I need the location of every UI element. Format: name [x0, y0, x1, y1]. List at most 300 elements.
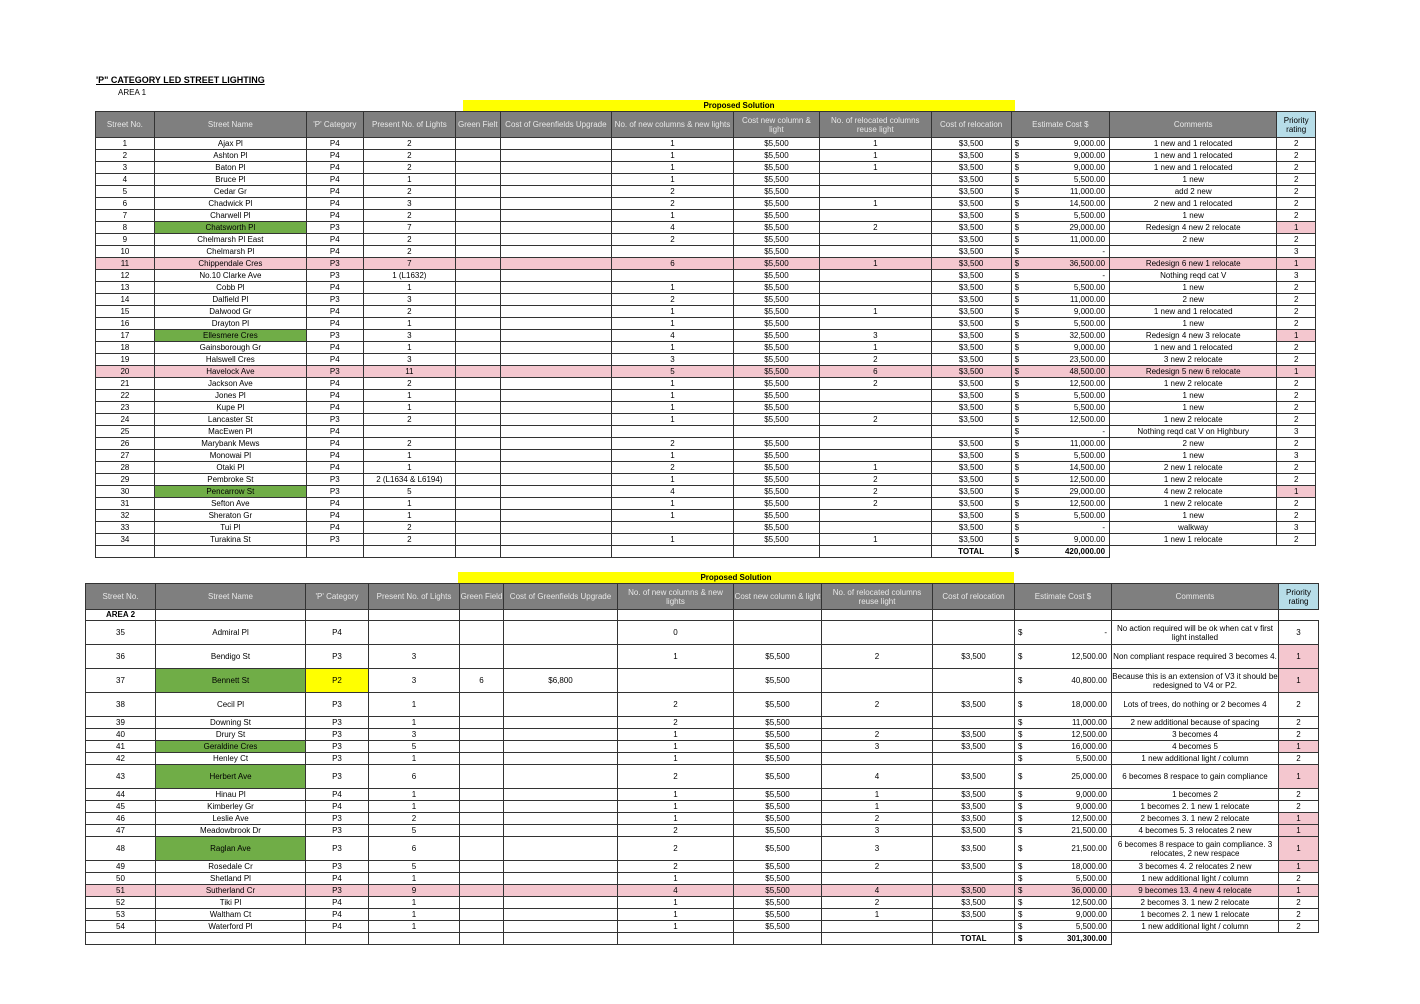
cell-cost-relocation: $3,500 — [933, 909, 1015, 921]
cell-green-field — [460, 837, 504, 861]
cell-priority-rating: 1 — [1279, 825, 1319, 837]
cell-greenfields-cost — [504, 813, 618, 825]
cell-street-no: 32 — [96, 510, 155, 522]
estimate-value: 12,500.00 — [1069, 414, 1106, 424]
cell-greenfields-cost — [504, 897, 618, 909]
cell-green-field — [460, 861, 504, 873]
cell-street-name: Hinau Pl — [156, 789, 306, 801]
estimate-value: 5,500.00 — [1073, 450, 1106, 460]
cell-cost-relocation: $3,500 — [931, 366, 1011, 378]
cell-greenfields-cost — [500, 486, 612, 498]
cell-present-lights: 1 — [369, 921, 460, 933]
cell-relocated-columns: 2 — [822, 645, 933, 669]
cell-new-columns: 0 — [618, 621, 734, 645]
cell-p-category: P4 — [306, 186, 363, 198]
estimate-value: - — [1102, 522, 1106, 532]
cell-new-columns — [618, 669, 734, 693]
cell-relocated-columns — [820, 402, 932, 414]
cell-street-no: 2 — [96, 150, 155, 162]
cell-street-name: Pencarrow St — [154, 486, 306, 498]
estimate-value: 5,500.00 — [1073, 210, 1106, 220]
cell-relocated-columns: 2 — [822, 729, 933, 741]
cell-p-category: P4 — [306, 402, 363, 414]
cell-greenfields-cost — [504, 729, 618, 741]
cell-present-lights — [363, 426, 455, 438]
cell-present-lights: 1 — [369, 693, 460, 717]
cell-street-name: Chelmarsh Pl East — [154, 234, 306, 246]
dollar-sign: $ — [1014, 366, 1020, 376]
cell-cost-new-column: $5,500 — [734, 765, 822, 789]
cell-p-category: P3 — [306, 825, 369, 837]
dollar-sign: $ — [1014, 342, 1020, 352]
cell-greenfields-cost — [500, 354, 612, 366]
cell-green-field — [455, 258, 500, 270]
cell-present-lights: 2 — [363, 234, 455, 246]
cell-priority-rating: 2 — [1279, 921, 1319, 933]
cell-present-lights: 2 (L1634 & L6194) — [363, 474, 455, 486]
cell-greenfields-cost — [504, 837, 618, 861]
cell-present-lights: 2 — [363, 138, 455, 150]
cell-greenfields-cost — [504, 645, 618, 669]
cell-street-no: 33 — [96, 522, 155, 534]
empty-cell — [820, 546, 932, 558]
cell-street-name: Meadowbrook Dr — [156, 825, 306, 837]
dollar-sign: $ — [1014, 402, 1020, 412]
cell-cost-new-column: $5,500 — [733, 498, 819, 510]
cell-street-no: 47 — [86, 825, 156, 837]
estimate-value: 5,500.00 — [1073, 510, 1106, 520]
cell-street-no: 19 — [96, 354, 155, 366]
cell-present-lights: 2 — [363, 246, 455, 258]
estimate-value: 40,800.00 — [1071, 675, 1107, 685]
dollar-sign: $ — [1018, 909, 1023, 919]
cell-street-no: 53 — [86, 909, 156, 921]
cell-comments: 2 new — [1110, 294, 1277, 306]
cell-new-columns: 1 — [612, 450, 734, 462]
cell-greenfields-cost — [504, 621, 618, 645]
cell-estimate-cost — [1011, 150, 1109, 162]
cell-green-field — [460, 717, 504, 729]
cell-cost-relocation: $3,500 — [931, 210, 1011, 222]
cell-p-category: P3 — [306, 885, 369, 897]
cell-green-field — [455, 498, 500, 510]
empty-cell — [734, 933, 822, 945]
cell-green-field — [455, 246, 500, 258]
cell-cost-relocation: $3,500 — [931, 378, 1011, 390]
cell-present-lights: 2 — [363, 534, 455, 546]
cell-estimate-cost — [1015, 873, 1112, 885]
cell-priority-rating: 3 — [1277, 270, 1316, 282]
table-row — [86, 885, 1319, 897]
estimate-value: 12,500.00 — [1071, 651, 1107, 661]
cell-street-name: Drayton Pl — [154, 318, 306, 330]
cell-greenfields-cost — [500, 450, 612, 462]
cell-street-name: Raglan Ave — [156, 837, 306, 861]
cell-estimate-cost — [1011, 270, 1109, 282]
cell-priority-rating: 2 — [1277, 186, 1316, 198]
cell-present-lights: 1 — [369, 909, 460, 921]
cell-present-lights: 1 — [363, 462, 455, 474]
header-new-columns: No. of new columns & new lights — [612, 112, 734, 138]
cell-p-category: P3 — [306, 486, 363, 498]
cell-cost-new-column: $5,500 — [734, 897, 822, 909]
cell-street-no: 9 — [96, 234, 155, 246]
cell-present-lights: 2 — [363, 210, 455, 222]
cell-priority-rating: 2 — [1277, 138, 1316, 150]
cell-street-no: 44 — [86, 789, 156, 801]
cell-street-no: 5 — [96, 186, 155, 198]
cell-new-columns: 1 — [612, 282, 734, 294]
table-row — [96, 402, 1316, 414]
header-new-columns: No. of new columns & new lights — [618, 584, 734, 610]
cell-present-lights: 2 — [363, 186, 455, 198]
cell-street-no: 38 — [86, 693, 156, 717]
cell-cost-new-column: $5,500 — [734, 885, 822, 897]
cell-cost-new-column: $5,500 — [733, 450, 819, 462]
cell-estimate-cost — [1011, 366, 1109, 378]
cell-priority-rating: 2 — [1277, 534, 1316, 546]
total-amount: 301,300.00 — [1066, 933, 1107, 943]
cell-cost-relocation: $3,500 — [931, 354, 1011, 366]
cell-greenfields-cost — [500, 522, 612, 534]
cell-present-lights: 1 — [369, 789, 460, 801]
cell-comments: Redesign 4 new 2 relocate — [1110, 222, 1277, 234]
cell-street-name: Lancaster St — [154, 414, 306, 426]
cell-priority-rating: 1 — [1277, 222, 1316, 234]
cell-cost-relocation: $3,500 — [931, 138, 1011, 150]
cell-street-name: Sutherland Cr — [156, 885, 306, 897]
cell-comments: 6 becomes 8 respace to gain compliance — [1112, 765, 1279, 789]
table-row — [96, 210, 1316, 222]
cell-street-no: 41 — [86, 741, 156, 753]
cell-street-name: Chippendale Cres — [154, 258, 306, 270]
cell-cost-new-column: $5,500 — [733, 354, 819, 366]
cell-relocated-columns — [822, 921, 933, 933]
cell-new-columns: 2 — [618, 717, 734, 729]
cell-relocated-columns — [820, 234, 932, 246]
cell-comments: 2 new — [1110, 438, 1277, 450]
cell-comments: 2 new additional because of spacing — [1112, 717, 1279, 729]
cell-relocated-columns — [822, 753, 933, 765]
empty-cell — [822, 933, 933, 945]
cell-priority-rating: 2 — [1279, 873, 1319, 885]
cell-relocated-columns: 2 — [822, 813, 933, 825]
dollar-sign: $ — [1018, 771, 1023, 781]
cell-street-no: 10 — [96, 246, 155, 258]
cell-present-lights: 5 — [369, 825, 460, 837]
cell-green-field — [455, 510, 500, 522]
cell-new-columns: 2 — [612, 186, 734, 198]
total-value — [1015, 933, 1112, 945]
table-row — [96, 330, 1316, 342]
cell-present-lights: 1 — [369, 753, 460, 765]
dollar-sign: $ — [1014, 210, 1020, 220]
cell-relocated-columns — [822, 873, 933, 885]
cell-cost-new-column: $5,500 — [734, 873, 822, 885]
cell-cost-relocation: $3,500 — [931, 282, 1011, 294]
dollar-sign: $ — [1014, 510, 1020, 520]
cell-greenfields-cost — [500, 414, 612, 426]
cell-new-columns: 1 — [612, 318, 734, 330]
cell-street-name: Cecil Pl — [156, 693, 306, 717]
cell-greenfields-cost — [500, 390, 612, 402]
cell-greenfields-cost — [500, 378, 612, 390]
cell-p-category: P3 — [306, 813, 369, 825]
dollar-sign: $ — [1014, 378, 1020, 388]
header-street-no: Street No. — [96, 112, 155, 138]
cell-cost-new-column: $5,500 — [733, 198, 819, 210]
table-row — [86, 621, 1319, 645]
cell-priority-rating: 2 — [1277, 414, 1316, 426]
cell-p-category: P4 — [306, 246, 363, 258]
cell-priority-rating: 1 — [1279, 861, 1319, 873]
dollar-sign: $ — [1014, 438, 1020, 448]
cell-estimate-cost — [1011, 222, 1109, 234]
cell-present-lights: 3 — [369, 645, 460, 669]
cell-greenfields-cost — [500, 342, 612, 354]
cell-relocated-columns: 1 — [822, 789, 933, 801]
estimate-value: 9,000.00 — [1073, 162, 1106, 172]
cell-priority-rating: 3 — [1277, 246, 1316, 258]
dollar-sign: $ — [1014, 522, 1020, 532]
cell-street-name: Marybank Mews — [154, 438, 306, 450]
cell-estimate-cost — [1011, 378, 1109, 390]
cell-estimate-cost — [1011, 282, 1109, 294]
dollar-sign: $ — [1014, 354, 1020, 364]
cell-street-no: 3 — [96, 162, 155, 174]
cell-relocated-columns — [820, 390, 932, 402]
cell-cost-relocation: $3,500 — [931, 222, 1011, 234]
cell-greenfields-cost — [500, 330, 612, 342]
estimate-value: 5,500.00 — [1073, 282, 1106, 292]
cell-comments: 1 new — [1110, 402, 1277, 414]
dollar-sign: $ — [1014, 234, 1020, 244]
cell-relocated-columns — [820, 522, 932, 534]
cell-green-field — [455, 342, 500, 354]
cell-comments: 1 new — [1110, 450, 1277, 462]
cell-priority-rating: 1 — [1277, 258, 1316, 270]
cell-cost-new-column: $5,500 — [733, 510, 819, 522]
cell-present-lights: 2 — [363, 522, 455, 534]
cell-cost-new-column: $5,500 — [733, 150, 819, 162]
cell-comments: No action required will be ok when cat v first light installed — [1112, 621, 1279, 645]
estimate-value: 5,500.00 — [1075, 873, 1107, 883]
cell-greenfields-cost — [500, 534, 612, 546]
cell-present-lights: 3 — [363, 294, 455, 306]
cell-estimate-cost — [1011, 138, 1109, 150]
cell-priority-rating: 2 — [1277, 210, 1316, 222]
table-row — [96, 354, 1316, 366]
cell-relocated-columns — [820, 174, 932, 186]
cell-estimate-cost — [1011, 462, 1109, 474]
cell-cost-new-column: $5,500 — [733, 270, 819, 282]
cell-comments: 1 new and 1 relocated — [1110, 342, 1277, 354]
dollar-sign: $ — [1018, 741, 1023, 751]
cell-present-lights: 2 — [363, 306, 455, 318]
cell-green-field — [455, 450, 500, 462]
cell-new-columns: 1 — [612, 414, 734, 426]
cell-priority-rating: 2 — [1279, 789, 1319, 801]
cell-greenfields-cost — [500, 270, 612, 282]
table-row — [86, 897, 1319, 909]
cell-new-columns — [612, 270, 734, 282]
cell-greenfields-cost — [500, 474, 612, 486]
cell-street-name: Otaki Pl — [154, 462, 306, 474]
cell-cost-new-column: $5,500 — [734, 801, 822, 813]
empty-cell — [154, 546, 306, 558]
cell-relocated-columns: 1 — [820, 150, 932, 162]
cell-greenfields-cost — [500, 438, 612, 450]
cell-cost-new-column: $5,500 — [734, 789, 822, 801]
cell-p-category: P4 — [306, 342, 363, 354]
cell-greenfields-cost — [500, 246, 612, 258]
cell-priority-rating: 3 — [1277, 522, 1316, 534]
empty-cell — [612, 546, 734, 558]
cell-cost-relocation: $3,500 — [933, 837, 1015, 861]
dollar-sign: $ — [1018, 897, 1023, 907]
cell-priority-rating: 2 — [1277, 318, 1316, 330]
cell-relocated-columns: 2 — [820, 486, 932, 498]
cell-cost-new-column: $5,500 — [733, 138, 819, 150]
cell-cost-new-column: $5,500 — [733, 402, 819, 414]
cell-comments: 1 new — [1110, 390, 1277, 402]
cell-comments: 9 becomes 13. 4 new 4 relocate — [1112, 885, 1279, 897]
cell-comments: 1 new — [1110, 282, 1277, 294]
cell-greenfields-cost — [500, 198, 612, 210]
cell-new-columns: 2 — [612, 438, 734, 450]
cell-priority-rating: 1 — [1279, 765, 1319, 789]
cell-greenfields-cost — [500, 294, 612, 306]
table-row — [96, 246, 1316, 258]
cell-present-lights: 1 — [369, 873, 460, 885]
cell-present-lights: 3 — [363, 330, 455, 342]
cell-cost-new-column: $5,500 — [734, 813, 822, 825]
cell-new-columns: 1 — [618, 645, 734, 669]
cell-p-category: P3 — [306, 861, 369, 873]
cell-cost-new-column: $5,500 — [733, 534, 819, 546]
table-row — [96, 414, 1316, 426]
cell-street-name: Chatsworth Pl — [154, 222, 306, 234]
cell-greenfields-cost — [500, 306, 612, 318]
table-row — [96, 450, 1316, 462]
cell-street-name: Tui Pl — [154, 522, 306, 534]
cell-green-field — [455, 270, 500, 282]
cell-street-no: 50 — [86, 873, 156, 885]
estimate-value: 48,500.00 — [1069, 366, 1106, 376]
empty-cell — [306, 546, 363, 558]
estimate-value: 11,000.00 — [1070, 438, 1106, 448]
cell-cost-new-column: $5,500 — [734, 693, 822, 717]
total-row — [86, 933, 1319, 945]
cell-green-field — [455, 486, 500, 498]
cell-priority-rating: 2 — [1279, 897, 1319, 909]
cell-street-no: 13 — [96, 282, 155, 294]
cell-priority-rating: 2 — [1279, 909, 1319, 921]
estimate-value: 11,000.00 — [1070, 186, 1106, 196]
cell-cost-new-column: $5,500 — [734, 645, 822, 669]
cell-priority-rating: 2 — [1279, 717, 1319, 729]
cell-street-no: 29 — [96, 474, 155, 486]
cell-present-lights: 1 — [363, 342, 455, 354]
cell-p-category: P4 — [306, 198, 363, 210]
cell-cost-relocation: $3,500 — [931, 510, 1011, 522]
cell-greenfields-cost — [504, 921, 618, 933]
document-title: 'P" CATEGORY LED STREET LIGHTING — [96, 75, 265, 85]
table-row — [86, 837, 1319, 861]
cell-greenfields-cost — [500, 426, 612, 438]
cell-street-name: Tiki Pl — [156, 897, 306, 909]
cell-greenfields-cost — [504, 885, 618, 897]
cell-street-no: 27 — [96, 450, 155, 462]
cell-cost-relocation: $3,500 — [931, 318, 1011, 330]
cell-p-category: P4 — [306, 210, 363, 222]
cell-estimate-cost — [1011, 162, 1109, 174]
cell-comments: 1 new additional light / column — [1112, 921, 1279, 933]
cell-estimate-cost — [1015, 801, 1112, 813]
cell-green-field — [460, 741, 504, 753]
cell-cost-relocation: $3,500 — [931, 522, 1011, 534]
cell-green-field — [455, 534, 500, 546]
cell-street-name: Kupe Pl — [154, 402, 306, 414]
cell-cost-relocation: $3,500 — [931, 198, 1011, 210]
header-cost-new-column: Cost new column & light — [734, 584, 822, 610]
cell-priority-rating: 2 — [1277, 402, 1316, 414]
cell-cost-new-column: $5,500 — [734, 921, 822, 933]
dollar-sign: $ — [1018, 753, 1023, 763]
cell-cost-relocation: $3,500 — [931, 270, 1011, 282]
cell-green-field — [455, 186, 500, 198]
header-relocated-columns: No. of relocated columns reuse light — [822, 584, 933, 610]
header-greenfields-cost: Cost of Greenfields Upgrade — [504, 584, 618, 610]
estimate-value: 23,500.00 — [1069, 354, 1106, 364]
cell-street-no: 54 — [86, 921, 156, 933]
estimate-value: 11,000.00 — [1072, 717, 1107, 727]
cell-new-columns: 1 — [612, 306, 734, 318]
cell-greenfields-cost — [500, 282, 612, 294]
cell-p-category: P4 — [306, 438, 363, 450]
cell-cost-relocation: $3,500 — [931, 150, 1011, 162]
cell-new-columns: 2 — [618, 861, 734, 873]
cell-p-category: P4 — [306, 462, 363, 474]
cell-new-columns — [612, 246, 734, 258]
cell-cost-relocation: $3,500 — [931, 258, 1011, 270]
cell-cost-relocation — [933, 873, 1015, 885]
cell-priority-rating: 2 — [1279, 729, 1319, 741]
estimate-value: 9,000.00 — [1073, 342, 1106, 352]
cell-present-lights: 1 — [369, 801, 460, 813]
cell-p-category: P3 — [306, 765, 369, 789]
estimate-value: 12,500.00 — [1069, 498, 1106, 508]
cell-relocated-columns: 1 — [820, 138, 932, 150]
cell-estimate-cost — [1011, 510, 1109, 522]
cell-comments: 3 new 2 relocate — [1110, 354, 1277, 366]
cell-street-name: Kimberley Gr — [156, 801, 306, 813]
cell-greenfields-cost — [504, 753, 618, 765]
cell-estimate-cost — [1011, 258, 1109, 270]
cell-greenfields-cost — [504, 693, 618, 717]
table-row — [96, 438, 1316, 450]
cell-green-field — [455, 462, 500, 474]
dollar-sign: $ — [1014, 426, 1020, 436]
cell-present-lights: 5 — [369, 741, 460, 753]
cell-green-field — [460, 885, 504, 897]
cell-street-no: 34 — [96, 534, 155, 546]
empty-cell — [306, 933, 369, 945]
cell-greenfields-cost — [500, 318, 612, 330]
cell-estimate-cost — [1011, 294, 1109, 306]
proposed-solution-banner-2: Proposed Solution — [458, 572, 1014, 583]
cell-new-columns: 1 — [618, 873, 734, 885]
